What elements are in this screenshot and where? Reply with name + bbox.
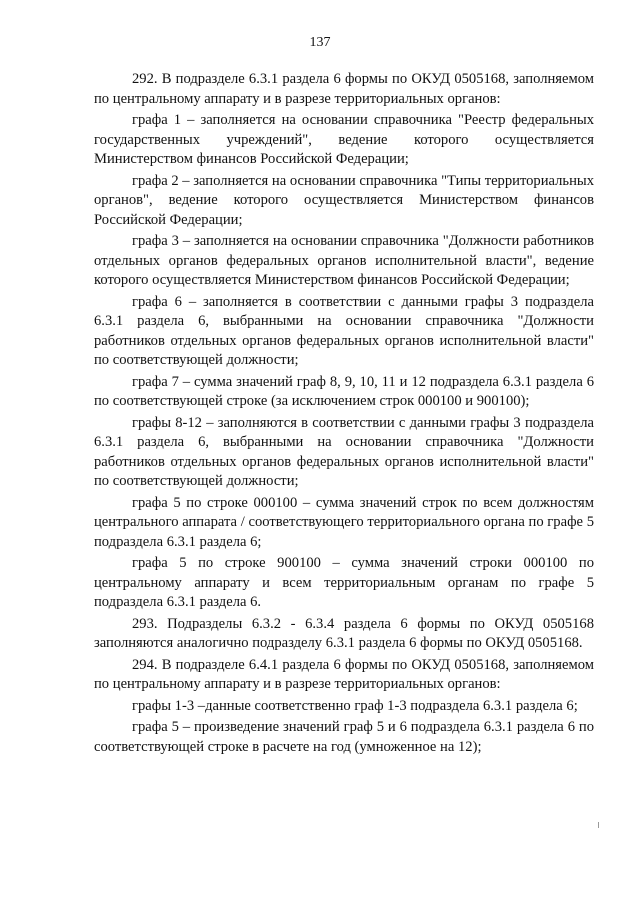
paragraph-292-columns-8-12: графы 8-12 – заполняются в соответствии с данными графы 3 подраздела 6.3.1 раздела 6, выбранными на основании справочника "Должности работников отдельных органов федеральных органов исполнительной власти" по соответствующей должности; [94,414,594,489]
paragraph-294-column-5: графа 5 – произведение значений граф 5 и 6 подраздела 6.3.1 раздела 6 по соответствующей строке в расчете на год (умноженное на 12); [94,719,594,755]
page-number: 137 [309,35,331,50]
paragraph-292-column-7: графа 7 – сумма значений граф 8, 9, 10, 11 и 12 подраздела 6.3.1 раздела 6 по соответствующей строке (за исключением строк 000100 и 900100); [94,373,594,409]
paragraph-292-column-5-row-000100: графа 5 по строке 000100 – сумма значений строк по всем должностям центрального аппарата / соответствующего территориального органа по графе 5 подраздела 6.3.1 раздела 6; [94,494,594,550]
paragraph-292-column-5-row-900100: графа 5 по строке 900100 – сумма значений строки 000100 по центральному аппарату и всем территориальным органам по графе 5 подраздела 6.3.1 раздела 6. [94,555,594,610]
paragraph-292-column-6: графа 6 – заполняется в соответствии с данными графы 3 подраздела 6.3.1 раздела 6, выбранными на основании справочника "Должности работников отдельных органов федеральных органов исполнительной власти" по соответствующей должности; [94,293,594,368]
paragraph-293: 293. Подразделы 6.3.2 - 6.3.4 раздела 6 формы по ОКУД 0505168 заполняются аналогично подразделу 6.3.1 раздела 6 формы по ОКУД 0505168. [94,615,594,651]
paragraph-292-column-1: графа 1 – заполняется на основании справочника "Реестр федеральных государственных учреждений", ведение которого осуществляется Министерством финансов Российской Федерации; [94,112,594,167]
document-body [94,70,594,759]
paragraph-292-column-3: графа 3 – заполняется на основании справочника "Должности работников отдельных органов федеральных органов исполнительной власти", ведение которого осуществляется Министерством финансов Российской Федерации; [94,233,594,288]
paragraph-292-intro: 292. В подразделе 6.3.1 раздела 6 формы по ОКУД 0505168, заполняемом по центральному аппарату и в разрезе территориальных органов: [94,71,594,107]
paragraph-294-intro: 294. В подразделе 6.4.1 раздела 6 формы по ОКУД 0505168, заполняемом по центральному аппарату и в разрезе территориальных органов: [94,656,594,692]
paragraph-292-column-2: графа 2 – заполняется на основании справочника "Типы территориальных органов", ведение которого осуществляется Министерством финансов Российской Федерации; [94,172,594,228]
scan-speck [598,822,599,828]
paragraph-294-columns-1-3: графы 1-3 –данные соответственно граф 1-3 подраздела 6.3.1 раздела 6; [132,697,578,714]
